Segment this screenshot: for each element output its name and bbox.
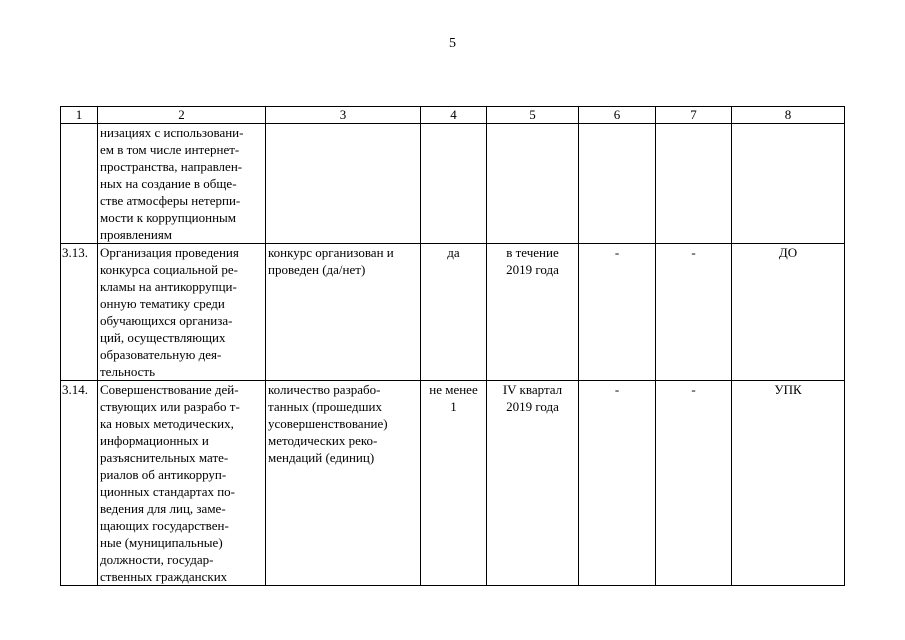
measure-cell [98, 381, 266, 586]
row-number [61, 124, 98, 244]
measure-cell [98, 244, 266, 381]
text-line: ственных гражданских [100, 569, 228, 584]
text-line: методических реко- [268, 433, 378, 448]
text-line: ционных стандартах по- [100, 484, 236, 499]
header-cell-6: 6 [579, 107, 656, 124]
text-line: IV квартал [502, 382, 563, 397]
text-line: ведения для лиц, заме- [100, 501, 226, 516]
text-line: щающих государствен- [100, 518, 229, 533]
col7-cell: - [656, 381, 732, 586]
responsible-cell: ДО [732, 244, 845, 381]
measure-cell [98, 124, 266, 244]
text-line: тельность [100, 364, 156, 379]
text-line: количество разрабо- [268, 382, 381, 397]
table-row [61, 381, 845, 586]
header-cell-8: 8 [732, 107, 845, 124]
header-cell-7: 7 [656, 107, 732, 124]
text-line: проведен (да/нет) [268, 262, 366, 277]
text-line: Совершенствование дей- [100, 382, 239, 397]
plan-table [60, 106, 845, 586]
text-line: в течение [506, 245, 559, 260]
text-line: ных на создание в обще- [100, 176, 237, 191]
text-line: должности, государ- [100, 552, 214, 567]
text-line: танных (прошедших [268, 399, 382, 414]
page-number: 5 [449, 36, 456, 51]
indicator-cell [266, 124, 421, 244]
text-line: мендаций (единиц) [268, 450, 375, 465]
col6-cell [579, 124, 656, 244]
value-cell [421, 244, 487, 381]
text-line: усовершенствование) [268, 416, 388, 431]
text-line: риалов об антикорруп- [100, 467, 227, 482]
header-cell-5: 5 [487, 107, 579, 124]
text-line: да [447, 245, 460, 260]
text-line: проявлениям [100, 227, 173, 242]
text-line: образовательную дея- [100, 347, 222, 362]
text-line: онную тематику среди [100, 296, 225, 311]
header-cell-1: 1 [61, 107, 98, 124]
text-line: низациях с использовани- [100, 125, 244, 140]
text-line: 2019 года [506, 399, 559, 414]
text-line: мости к коррупционным [100, 210, 237, 225]
text-line: конкурса социальной ре- [100, 262, 238, 277]
text-line: обучающихся организа- [100, 313, 233, 328]
table-row [61, 124, 845, 244]
row-number: 3.14. [61, 381, 98, 586]
text-line: 2019 года [506, 262, 559, 277]
header-cell-4: 4 [421, 107, 487, 124]
text-line: ные (муниципальные) [100, 535, 223, 550]
header-cell-2: 2 [98, 107, 266, 124]
text-line: ка новых методических, [100, 416, 234, 431]
row-number: 3.13. [61, 244, 98, 381]
text-line: ем в том числе интернет- [100, 142, 240, 157]
text-line: ций, осуществляющих [100, 330, 226, 345]
indicator-cell [266, 244, 421, 381]
table-row [61, 244, 845, 381]
text-line: ствующих или разрабо т- [100, 399, 240, 414]
deadline-cell [487, 381, 579, 586]
col6-cell: - [579, 244, 656, 381]
value-cell [421, 124, 487, 244]
text-line: не менее [429, 382, 478, 397]
text-line: Организация проведения [100, 245, 239, 260]
responsible-cell [732, 124, 845, 244]
deadline-cell [487, 244, 579, 381]
text-line: стве атмосферы нетерпи- [100, 193, 241, 208]
value-cell [421, 381, 487, 586]
deadline-cell [487, 124, 579, 244]
col7-cell: - [656, 244, 732, 381]
text-line: информационных и [100, 433, 209, 448]
responsible-cell: УПК [732, 381, 845, 586]
col7-cell [656, 124, 732, 244]
text-line: разъяснительных мате- [100, 450, 229, 465]
table-header-row [61, 107, 845, 124]
text-line: кламы на антикоррупци- [100, 279, 237, 294]
header-cell-3: 3 [266, 107, 421, 124]
text-line: пространства, направлен- [100, 159, 243, 174]
col6-cell: - [579, 381, 656, 586]
text-line: конкурс организован и [268, 245, 394, 260]
indicator-cell [266, 381, 421, 586]
text-line: 1 [450, 399, 457, 414]
